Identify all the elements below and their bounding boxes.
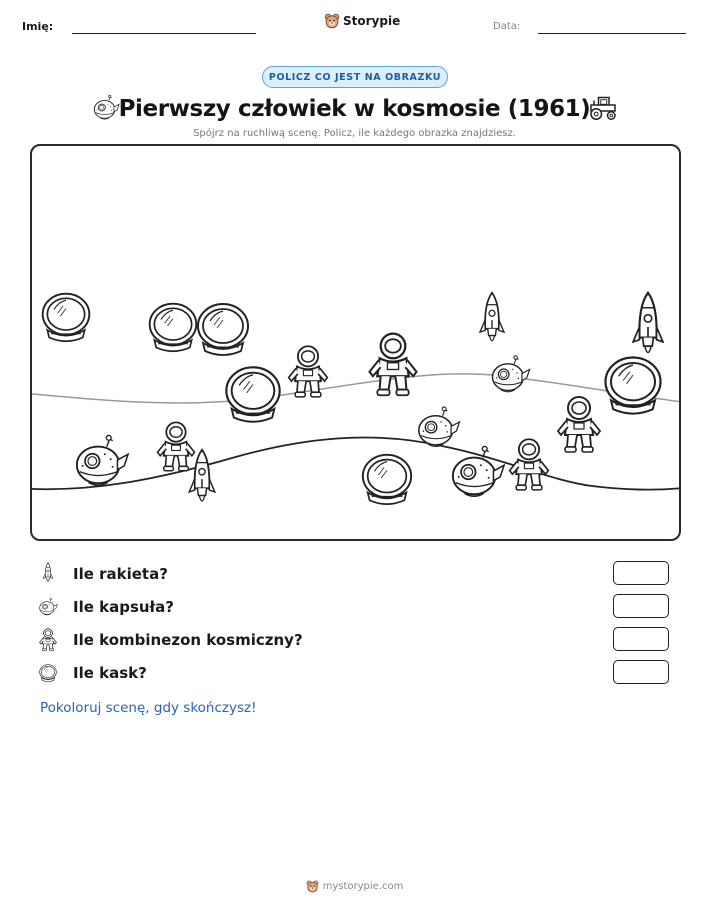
tractor-icon <box>588 94 618 122</box>
rocket-icon <box>41 562 55 586</box>
capsule-4 <box>453 446 504 496</box>
bear-logo-icon <box>306 880 319 893</box>
rocket-2 <box>633 293 663 353</box>
footer-url: mystorypie.com <box>322 881 404 892</box>
coloring-note: Pokoloruj scenę, gdy skończysz! <box>40 700 257 716</box>
question-label: Ile rakieta? <box>73 565 168 583</box>
spacesuit-2 <box>369 334 416 396</box>
coloring-scene <box>30 144 681 541</box>
rocket-1 <box>480 293 504 341</box>
name-field[interactable] <box>72 33 256 34</box>
helmet-2 <box>150 304 197 352</box>
name-label: Imię: <box>22 20 54 33</box>
date-label: Data: <box>493 21 521 32</box>
bear-logo-icon <box>324 13 340 29</box>
spacesuit-5 <box>510 439 549 490</box>
helmet-1 <box>43 294 90 342</box>
rocket-3 <box>189 450 215 501</box>
instructions: Spójrz na ruchliwą scenę. Policz, ile każdego obrazka znajdziesz. <box>193 128 516 139</box>
capsule-2 <box>493 356 530 392</box>
date-field[interactable] <box>538 33 686 34</box>
activity-badge: POLICZ CO JEST NA OBRAZKU <box>262 66 448 88</box>
spacesuit-icon <box>38 628 58 652</box>
footer-brand <box>0 880 709 893</box>
helmet-icon <box>38 662 58 684</box>
capsule-3 <box>419 407 460 446</box>
answer-box-rockets[interactable] <box>613 561 669 585</box>
helmet-5 <box>606 358 661 414</box>
question-capsules <box>38 594 678 620</box>
helmet-6 <box>363 455 411 504</box>
helmet-3 <box>198 304 248 355</box>
helmet-4 <box>226 367 279 421</box>
capsule-1 <box>77 435 128 485</box>
question-helmets <box>38 660 678 686</box>
question-label: Ile kombinezon kosmiczny? <box>73 631 303 649</box>
question-spacesuits <box>38 627 678 653</box>
spacesuit-3 <box>158 422 195 470</box>
page-title: Pierwszy człowiek w kosmosie (1961) <box>118 96 591 122</box>
question-label: Ile kapsuła? <box>73 598 174 616</box>
capsule-icon <box>38 596 58 618</box>
brand-logo <box>324 13 400 29</box>
brand-name: Storypie <box>343 14 401 28</box>
question-rockets <box>38 561 678 587</box>
question-label: Ile kask? <box>73 664 147 682</box>
answer-box-capsules[interactable] <box>613 594 669 618</box>
answer-box-spacesuits[interactable] <box>613 627 669 651</box>
spacesuit-4 <box>558 397 600 452</box>
answer-box-helmets[interactable] <box>613 660 669 684</box>
